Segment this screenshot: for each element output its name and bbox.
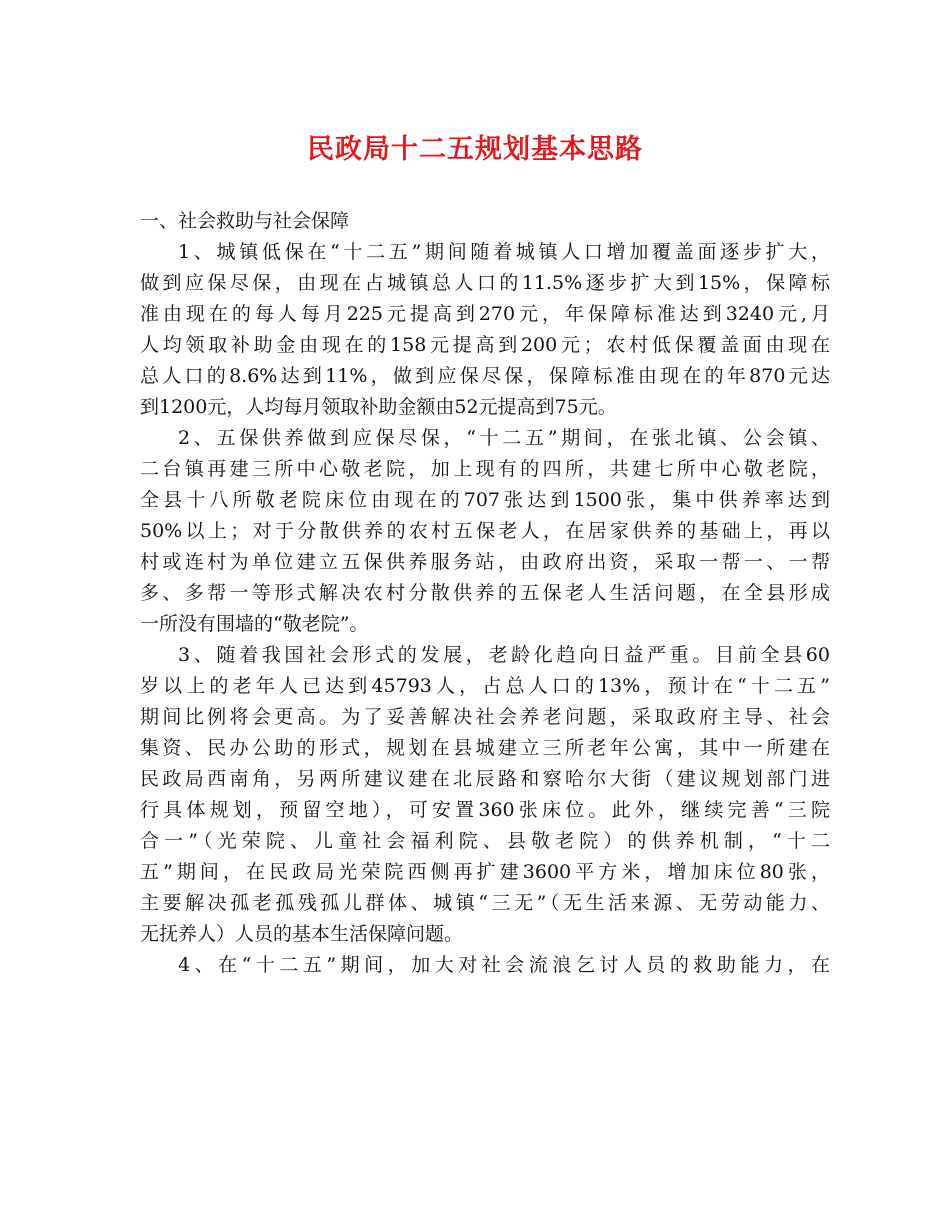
- paragraph-4-line-1: 4、在“十二五”期间，加大对社会流浪乞讨人员的救助能力，在: [178, 954, 830, 976]
- paragraph-2-line-1: 2、五保供养做到应保尽保，“十二五”期间，在张北镇、公会镇、: [178, 427, 830, 449]
- paragraph-2-line-4: 50%以上；对于分散供养的农村五保老人，在居家供养的基础上，再以: [140, 520, 830, 542]
- paragraph-3-line-9: 主要解决孤老孤残孤儿群体、城镇“三无”（无生活来源、无劳动能力、: [140, 892, 830, 914]
- paragraph-1-line-2: 做到应保尽保，由现在占城镇总人口的11.5%逐步扩大到15%，保障标: [140, 272, 830, 294]
- paragraph-1-line-1: 1、城镇低保在“十二五”期间随着城镇人口增加覆盖面逐步扩大，: [178, 241, 830, 263]
- paragraph-2-line-5: 村或连村为单位建立五保供养服务站，由政府出资，采取一帮一、一帮: [140, 551, 830, 573]
- paragraph-1-line-6: 到1200元，人均每月领取补助金额由52元提高到75元。: [140, 396, 617, 418]
- paragraph-3-line-8: 五”期间，在民政局光荣院西侧再扩建3600平方米，增加床位80张，: [140, 861, 830, 883]
- paragraph-3-line-1: 3、随着我国社会形式的发展，老龄化趋向日益严重。目前全县60: [178, 644, 830, 666]
- paragraph-3-line-7: 合一”（光荣院、儿童社会福利院、县敬老院）的供养机制，“十二: [140, 830, 830, 852]
- paragraph-3-line-6: 行具体规划，预留空地），可安置360张床位。此外，继续完善“三院: [140, 799, 830, 821]
- paragraph-3-line-10: 无抚养人）人员的基本生活保障问题。: [140, 923, 464, 945]
- document-body: [140, 206, 830, 981]
- paragraph-1-line-5: 总人口的8.6%达到11%，做到应保尽保，保障标准由现在的年870元达: [140, 365, 830, 387]
- paragraph-1-line-3: 准由现在的每人每月225元提高到270元，年保障标准达到3240元,月: [140, 303, 830, 325]
- paragraph-3-line-4: 集资、民办公助的形式，规划在县城建立三所老年公寓，其中一所建在: [140, 737, 830, 759]
- paragraph-3-line-2: 岁以上的老年人已达到45793人，占总人口的13%，预计在“十二五”: [140, 675, 830, 697]
- section-heading: 一、社会救助与社会保障: [140, 210, 350, 232]
- document-title: 民政局十二五规划基本思路: [307, 134, 643, 165]
- paragraph-2-line-7: 一所没有围墙的“敬老院”。: [140, 613, 369, 635]
- paragraph-2-line-2: 二台镇再建三所中心敬老院，加上现有的四所，共建七所中心敬老院，: [140, 458, 830, 480]
- paragraph-3-line-5: 民政局西南角，另两所建议建在北辰路和察哈尔大街（建议规划部门进: [140, 768, 830, 790]
- paragraph-3-line-3: 期间比例将会更高。为了妥善解决社会养老问题，采取政府主导、社会: [140, 706, 830, 728]
- paragraph-2-line-6: 多、多帮一等形式解决农村分散供养的五保老人生活问题，在全县形成: [140, 582, 830, 604]
- paragraph-1-line-4: 人均领取补助金由现在的158元提高到200元；农村低保覆盖面由现在: [140, 334, 830, 356]
- paragraph-2-line-3: 全县十八所敬老院床位由现在的707张达到1500张，集中供养率达到: [140, 489, 830, 511]
